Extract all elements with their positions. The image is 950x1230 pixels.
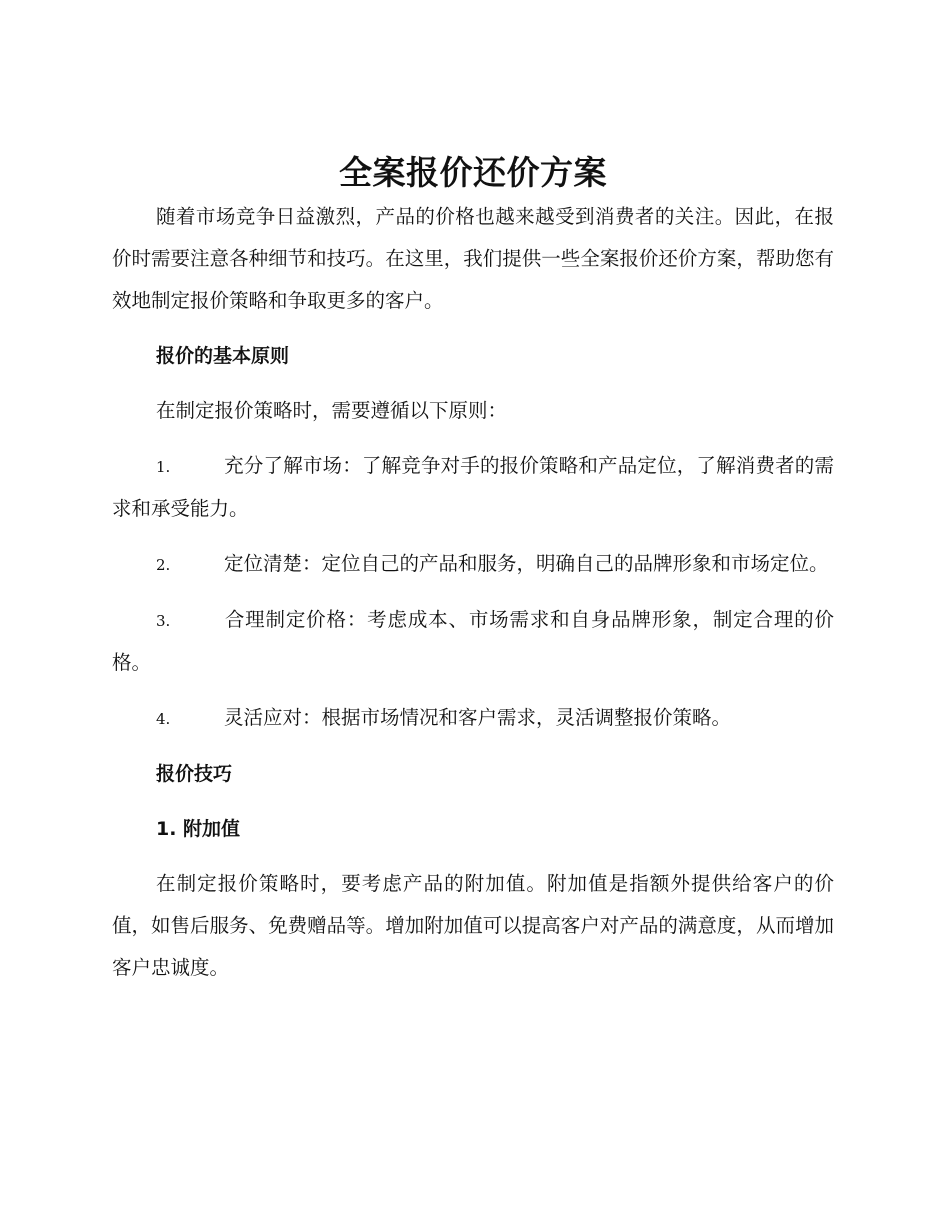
- principles-lead: 在制定报价策略时，需要遵循以下原则：: [156, 399, 508, 422]
- list-number: 1.: [156, 458, 171, 476]
- document-page: [112, 150, 834, 989]
- list-text: 定位清楚：定位自己的产品和服务，明确自己的品牌形象和市场定位。: [224, 552, 829, 575]
- list-number: 2.: [156, 556, 171, 574]
- list-number: 4.: [156, 710, 171, 728]
- document-title: 全案报价还价方案: [339, 153, 607, 192]
- added-value-paragraph: 在制定报价策略时，要考虑产品的附加值。附加值是指额外提供给客户的价值，如售后服务、免费赠品等。增加附加值可以提高客户对产品的满意度，从而增加客户忠诚度。: [112, 872, 834, 979]
- list-item: [112, 697, 834, 740]
- section-heading-principles: 报价的基本原则: [156, 345, 290, 367]
- list-item: [112, 599, 834, 684]
- subsection-heading-added-value: 1. 附加值: [156, 818, 241, 840]
- list-text: 灵活应对：根据市场情况和客户需求，灵活调整报价策略。: [224, 706, 732, 729]
- list-item: [112, 445, 834, 530]
- list-text: 合理制定价格：考虑成本、市场需求和自身品牌形象，制定合理的价格。: [112, 608, 834, 674]
- section-heading-techniques: 报价技巧: [156, 763, 233, 785]
- list-text: 充分了解市场：了解竞争对手的报价策略和产品定位，了解消费者的需求和承受能力。: [112, 454, 834, 520]
- list-number: 3.: [156, 612, 171, 630]
- list-item: [112, 543, 834, 586]
- intro-paragraph: 随着市场竞争日益激烈，产品的价格也越来越受到消费者的关注。因此，在报价时需要注意各种细节和技巧。在这里，我们提供一些全案报价还价方案，帮助您有效地制定报价策略和争取更多的客户。: [112, 205, 834, 312]
